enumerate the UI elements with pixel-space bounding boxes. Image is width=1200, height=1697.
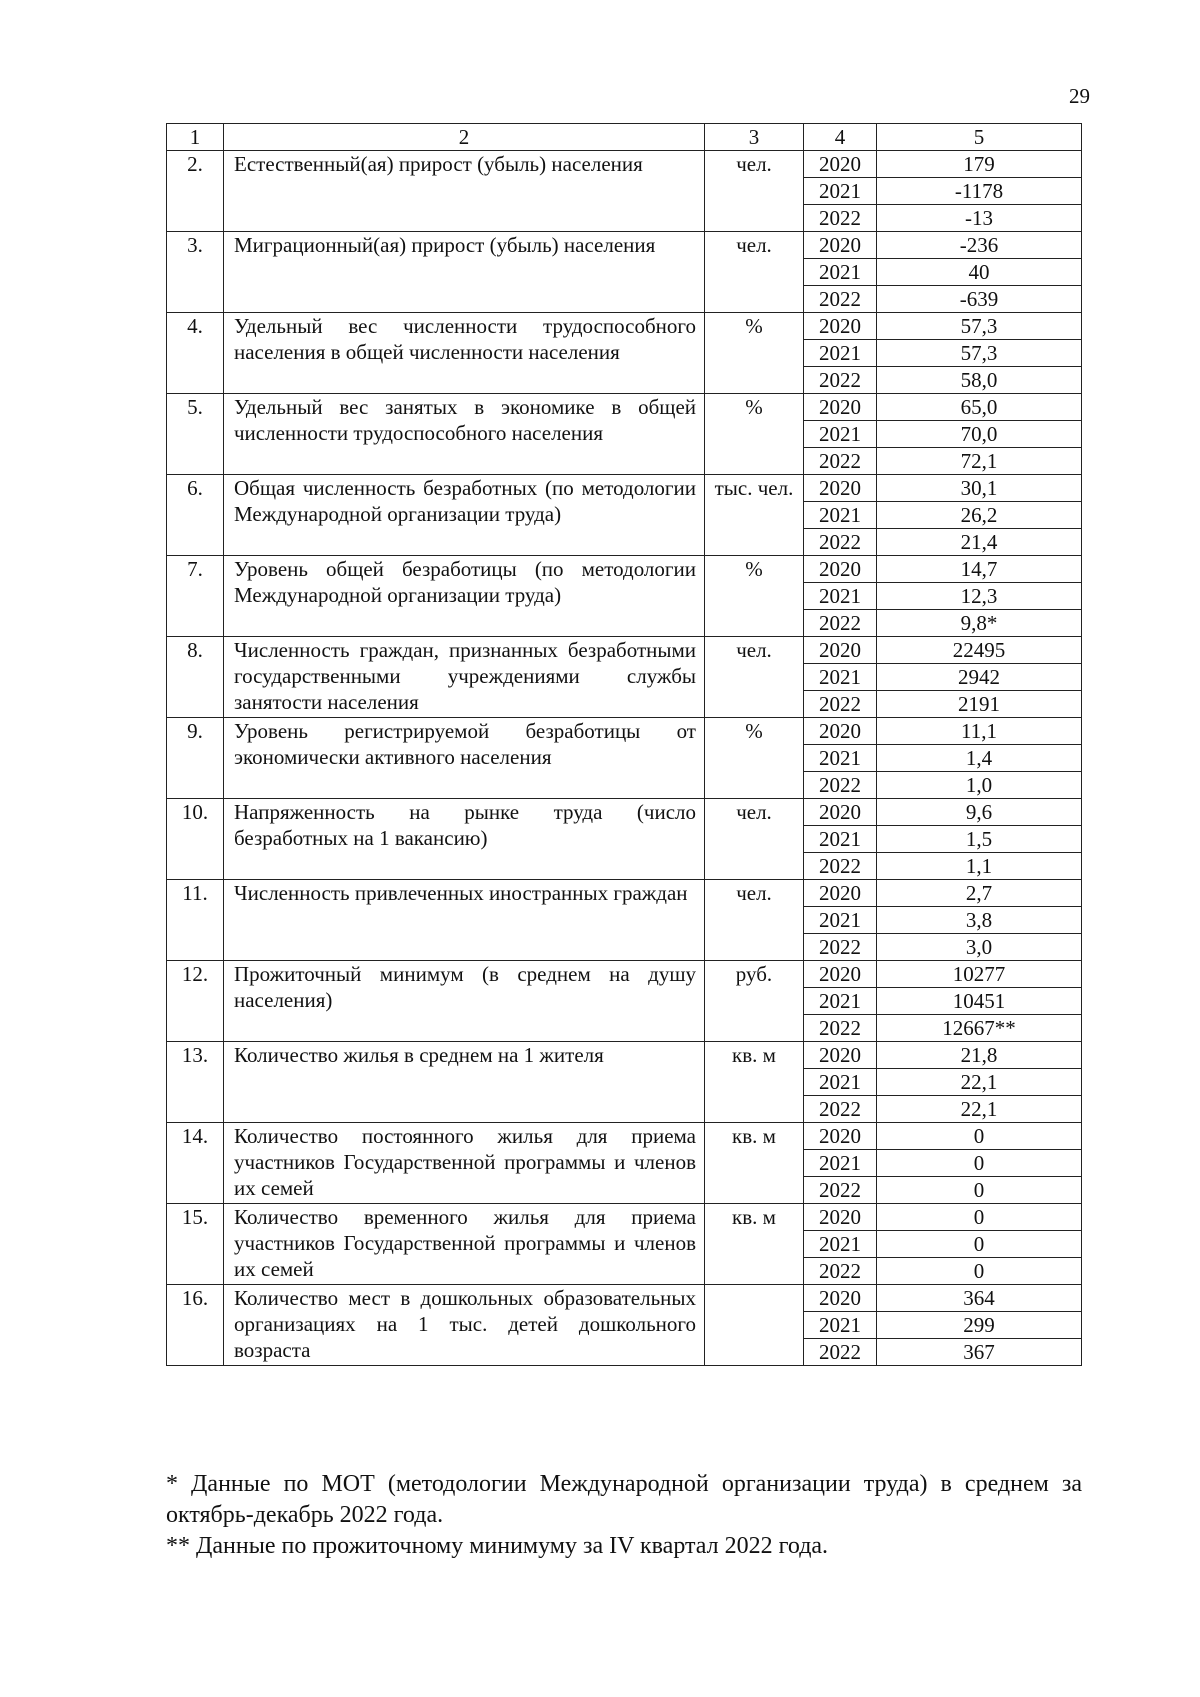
table-row	[167, 1285, 1082, 1312]
year-cell: 2022	[804, 1177, 877, 1204]
table-row	[167, 799, 1082, 826]
table-row	[167, 394, 1082, 421]
table-body	[167, 124, 1082, 1366]
value-cell: 22,1	[877, 1069, 1082, 1096]
footnote-subsistence: ** Данные по прожиточному минимуму за IV квартал 2022 года.	[166, 1533, 829, 1559]
unit-label: %	[745, 395, 763, 419]
unit-label: %	[745, 314, 763, 338]
year-cell: 2022	[804, 934, 877, 961]
value-cell: 0	[877, 1258, 1082, 1285]
year-cell: 2021	[804, 745, 877, 772]
value-cell: 26,2	[877, 502, 1082, 529]
value-cell: 367	[877, 1339, 1082, 1366]
year-cell: 2022	[804, 772, 877, 799]
year-cell: 2020	[804, 232, 877, 259]
indicator-name-cell	[224, 880, 705, 961]
unit-cell	[705, 961, 804, 1042]
indicator-name-cell	[224, 1123, 705, 1204]
table-row	[167, 151, 1082, 178]
unit-label: чел.	[736, 800, 772, 824]
indicator-name: Уровень общей безработицы (по методологии Международной организации труда)	[234, 557, 696, 607]
value-cell: 299	[877, 1312, 1082, 1339]
value-cell: 0	[877, 1150, 1082, 1177]
row-number: 8.	[167, 637, 224, 718]
value-cell: 1,0	[877, 772, 1082, 799]
year-cell: 2021	[804, 664, 877, 691]
unit-cell	[705, 1204, 804, 1285]
year-cell: 2021	[804, 259, 877, 286]
value-cell: 2942	[877, 664, 1082, 691]
value-cell: 179	[877, 151, 1082, 178]
value-cell: -1178	[877, 178, 1082, 205]
year-cell: 2021	[804, 421, 877, 448]
value-cell: 3,8	[877, 907, 1082, 934]
unit-cell	[705, 232, 804, 313]
unit-label: руб.	[735, 962, 773, 986]
value-cell: 30,1	[877, 475, 1082, 502]
row-number: 7.	[167, 556, 224, 637]
indicators-table	[166, 123, 1082, 1366]
indicator-name: Прожиточный минимум (в среднем на душу населения)	[234, 962, 696, 1012]
year-cell: 2021	[804, 1312, 877, 1339]
indicator-name: Количество жилья в среднем на 1 жителя	[234, 1043, 604, 1067]
value-cell: 10277	[877, 961, 1082, 988]
unit-cell	[705, 1285, 804, 1366]
row-number: 5.	[167, 394, 224, 475]
year-cell: 2020	[804, 718, 877, 745]
year-cell: 2021	[804, 826, 877, 853]
table-row	[167, 880, 1082, 907]
value-cell: 72,1	[877, 448, 1082, 475]
indicator-name: Количество мест в дошкольных образовательных организациях на 1 тыс. детей дошкольного возраста	[234, 1286, 696, 1362]
unit-cell	[705, 718, 804, 799]
indicator-name-cell	[224, 799, 705, 880]
year-cell: 2021	[804, 502, 877, 529]
indicator-name: Напряженность на рынке труда (число безработных на 1 вакансию)	[234, 800, 696, 850]
year-cell: 2021	[804, 1069, 877, 1096]
table-row	[167, 637, 1082, 664]
year-cell: 2020	[804, 1123, 877, 1150]
value-cell: 0	[877, 1177, 1082, 1204]
value-cell: 65,0	[877, 394, 1082, 421]
indicator-name: Миграционный(ая) прирост (убыль) населения	[234, 233, 656, 257]
unit-label: кв. м	[732, 1043, 776, 1067]
value-cell: 2191	[877, 691, 1082, 718]
value-cell: 12667**	[877, 1015, 1082, 1042]
value-cell: 9,6	[877, 799, 1082, 826]
indicator-name-cell	[224, 475, 705, 556]
indicator-name: Количество постоянного жилья для приема участников Государственной программы и членов их семей	[234, 1124, 696, 1200]
value-cell: 9,8*	[877, 610, 1082, 637]
table-row	[167, 718, 1082, 745]
indicator-name-cell	[224, 313, 705, 394]
row-number: 14.	[167, 1123, 224, 1204]
table-row	[167, 313, 1082, 340]
indicator-name-cell	[224, 637, 705, 718]
value-cell: 22495	[877, 637, 1082, 664]
unit-cell	[705, 799, 804, 880]
unit-cell	[705, 475, 804, 556]
row-number: 9.	[167, 718, 224, 799]
header-col-2: 2	[224, 124, 705, 151]
table-row	[167, 556, 1082, 583]
unit-cell	[705, 880, 804, 961]
unit-cell	[705, 637, 804, 718]
indicator-name-cell	[224, 961, 705, 1042]
value-cell: 364	[877, 1285, 1082, 1312]
row-number: 6.	[167, 475, 224, 556]
value-cell: 3,0	[877, 934, 1082, 961]
value-cell: 1,1	[877, 853, 1082, 880]
unit-label: %	[745, 557, 763, 581]
table-row	[167, 1042, 1082, 1069]
year-cell: 2022	[804, 610, 877, 637]
unit-cell	[705, 394, 804, 475]
indicator-name-cell	[224, 151, 705, 232]
value-cell: 21,4	[877, 529, 1082, 556]
unit-label: чел.	[736, 233, 772, 257]
row-number: 12.	[167, 961, 224, 1042]
row-number: 15.	[167, 1204, 224, 1285]
indicator-name-cell	[224, 1042, 705, 1123]
value-cell: 14,7	[877, 556, 1082, 583]
header-col-4: 4	[804, 124, 877, 151]
unit-label: чел.	[736, 152, 772, 176]
value-cell: 2,7	[877, 880, 1082, 907]
unit-cell	[705, 151, 804, 232]
indicator-name-cell	[224, 1204, 705, 1285]
header-col-3: 3	[705, 124, 804, 151]
year-cell: 2020	[804, 799, 877, 826]
indicator-name-cell	[224, 394, 705, 475]
year-cell: 2021	[804, 583, 877, 610]
value-cell: 21,8	[877, 1042, 1082, 1069]
year-cell: 2021	[804, 1231, 877, 1258]
year-cell: 2020	[804, 1204, 877, 1231]
indicator-name: Численность привлеченных иностранных граждан	[234, 881, 688, 905]
year-cell: 2020	[804, 313, 877, 340]
year-cell: 2022	[804, 1015, 877, 1042]
value-cell: 22,1	[877, 1096, 1082, 1123]
table-row	[167, 1204, 1082, 1231]
year-cell: 2022	[804, 1258, 877, 1285]
year-cell: 2020	[804, 475, 877, 502]
year-cell: 2020	[804, 1285, 877, 1312]
value-cell: 40	[877, 259, 1082, 286]
indicator-name-cell	[224, 1285, 705, 1366]
year-cell: 2021	[804, 178, 877, 205]
row-number: 10.	[167, 799, 224, 880]
value-cell: 10451	[877, 988, 1082, 1015]
unit-label: чел.	[736, 881, 772, 905]
table-header-row	[167, 124, 1082, 151]
header-col-5: 5	[877, 124, 1082, 151]
value-cell: -236	[877, 232, 1082, 259]
value-cell: 12,3	[877, 583, 1082, 610]
row-number: 3.	[167, 232, 224, 313]
unit-label: чел.	[736, 638, 772, 662]
indicator-name: Общая численность безработных (по методологии Международной организации труда)	[234, 476, 696, 526]
row-number: 13.	[167, 1042, 224, 1123]
value-cell: -639	[877, 286, 1082, 313]
indicator-name: Уровень регистрируемой безработицы от экономически активного населения	[234, 719, 696, 769]
indicator-name: Удельный вес численности трудоспособного населения в общей численности населения	[234, 314, 696, 364]
year-cell: 2022	[804, 853, 877, 880]
page-number: 29	[1069, 84, 1090, 108]
table-row	[167, 232, 1082, 259]
unit-cell	[705, 313, 804, 394]
unit-label: %	[745, 719, 763, 743]
indicator-name: Естественный(ая) прирост (убыль) населения	[234, 152, 643, 176]
value-cell: 57,3	[877, 313, 1082, 340]
unit-cell	[705, 1042, 804, 1123]
value-cell: 58,0	[877, 367, 1082, 394]
year-cell: 2021	[804, 988, 877, 1015]
year-cell: 2022	[804, 205, 877, 232]
value-cell: 1,4	[877, 745, 1082, 772]
indicator-name-cell	[224, 232, 705, 313]
year-cell: 2022	[804, 529, 877, 556]
header-col-1: 1	[167, 124, 224, 151]
year-cell: 2020	[804, 394, 877, 421]
year-cell: 2020	[804, 880, 877, 907]
year-cell: 2020	[804, 151, 877, 178]
unit-label: тыс. чел.	[714, 476, 794, 500]
indicator-name-cell	[224, 718, 705, 799]
value-cell: -13	[877, 205, 1082, 232]
year-cell: 2020	[804, 637, 877, 664]
year-cell: 2021	[804, 907, 877, 934]
table-row	[167, 475, 1082, 502]
indicator-name: Численность граждан, признанных безработными государственными учреждениями службы занятости населения	[234, 638, 696, 714]
unit-label: кв. м	[732, 1124, 776, 1148]
value-cell: 0	[877, 1204, 1082, 1231]
table-row	[167, 961, 1082, 988]
table-row	[167, 1123, 1082, 1150]
indicator-name-cell	[224, 556, 705, 637]
unit-cell	[705, 556, 804, 637]
row-number: 2.	[167, 151, 224, 232]
value-cell: 1,5	[877, 826, 1082, 853]
year-cell: 2020	[804, 1042, 877, 1069]
unit-label: кв. м	[732, 1205, 776, 1229]
year-cell: 2022	[804, 448, 877, 475]
value-cell: 0	[877, 1123, 1082, 1150]
year-cell: 2020	[804, 556, 877, 583]
footnotes	[166, 1469, 1082, 1562]
indicator-name: Количество временного жилья для приема участников Государственной программы и членов их семей	[234, 1205, 696, 1281]
year-cell: 2022	[804, 367, 877, 394]
value-cell: 0	[877, 1231, 1082, 1258]
year-cell: 2022	[804, 286, 877, 313]
unit-cell	[705, 1123, 804, 1204]
row-number: 16.	[167, 1285, 224, 1366]
value-cell: 70,0	[877, 421, 1082, 448]
year-cell: 2022	[804, 691, 877, 718]
year-cell: 2022	[804, 1096, 877, 1123]
row-number: 4.	[167, 313, 224, 394]
value-cell: 11,1	[877, 718, 1082, 745]
year-cell: 2020	[804, 961, 877, 988]
year-cell: 2021	[804, 1150, 877, 1177]
year-cell: 2022	[804, 1339, 877, 1366]
value-cell: 57,3	[877, 340, 1082, 367]
footnote-mot: * Данные по МОТ (методологии Международной организации труда) в среднем за октябрь-декабрь 2022 года.	[166, 1471, 1082, 1528]
row-number: 11.	[167, 880, 224, 961]
indicator-name: Удельный вес занятых в экономике в общей численности трудоспособного населения	[234, 395, 696, 445]
year-cell: 2021	[804, 340, 877, 367]
